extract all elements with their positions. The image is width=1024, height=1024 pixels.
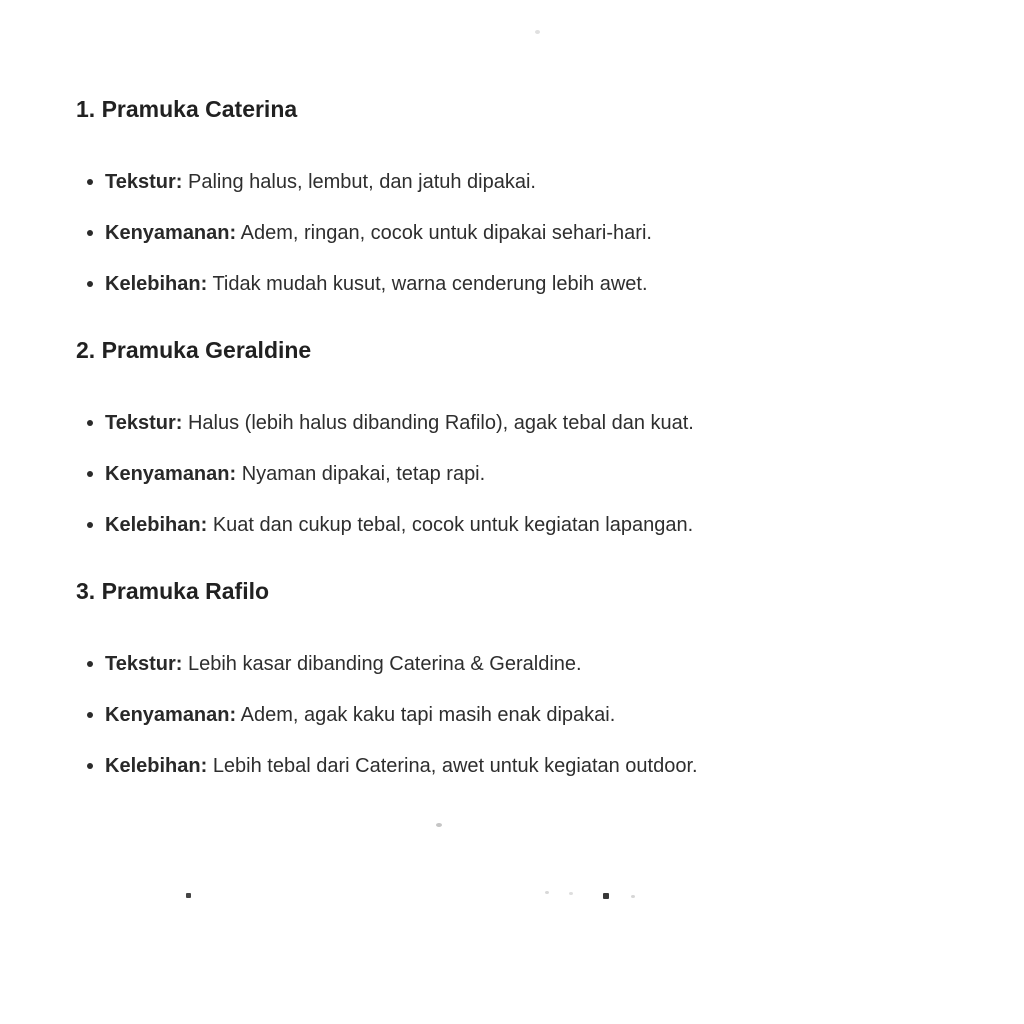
bullet-text: Tidak mudah kusut, warna cenderung lebih awet. [212,273,648,295]
bullet-list [76,650,964,780]
list-item [76,460,964,488]
bullet-text: Lebih kasar dibanding Caterina & Geraldine. [187,653,582,675]
bullet-list [76,409,964,539]
section-pramuka-geraldine [76,336,964,539]
section-title-text: Pramuka Geraldine [101,337,312,363]
bullet-text: Nyaman dipakai, tetap rapi. [241,463,486,485]
bullet-label: Tekstur: [105,171,183,193]
bullet-label: Kelebihan: [105,273,208,295]
bullet-icon [87,420,93,426]
section-title-text: Pramuka Rafilo [101,578,270,604]
scan-artifact-dot [569,892,573,895]
section-number: 1. [76,96,96,122]
bullet-icon [87,712,93,718]
list-item [76,511,964,539]
bullet-text: Paling halus, lembut, dan jatuh dipakai. [187,171,536,193]
bullet-label: Kenyamanan: [105,463,237,485]
scan-artifact-dot [535,30,540,34]
bullet-text: Halus (lebih halus dibanding Rafilo), agak tebal dan kuat. [187,412,694,434]
bullet-icon [87,522,93,528]
section-number: 2. [76,337,96,363]
scan-artifact-dot [436,823,442,827]
bullet-label: Tekstur: [105,653,183,675]
section-title-text: Pramuka Caterina [101,96,298,122]
bullet-label: Kelebihan: [105,514,208,536]
bullet-list [76,168,964,298]
bullet-text: Lebih tebal dari Caterina, awet untuk kegiatan outdoor. [212,755,698,777]
list-item [76,752,964,780]
scan-artifact-dot [631,895,635,898]
list-item [76,650,964,678]
bullet-text: Kuat dan cukup tebal, cocok untuk kegiatan lapangan. [212,514,694,536]
scan-artifact-dot [545,891,549,894]
section-number: 3. [76,578,96,604]
scan-artifact-dot [603,893,609,899]
bullet-icon [87,230,93,236]
bullet-label: Tekstur: [105,412,183,434]
list-item [76,219,964,247]
section-heading [76,336,964,364]
bullet-icon [87,661,93,667]
bullet-icon [87,763,93,769]
section-heading [76,577,964,605]
bullet-label: Kenyamanan: [105,222,237,244]
list-item [76,168,964,196]
bullet-icon [87,179,93,185]
bullet-icon [87,471,93,477]
list-item [76,409,964,437]
list-item [76,701,964,729]
bullet-icon [87,281,93,287]
bullet-text: Adem, ringan, cocok untuk dipakai sehari-hari. [240,222,652,244]
bullet-label: Kelebihan: [105,755,208,777]
bullet-label: Kenyamanan: [105,704,237,726]
section-heading [76,95,964,123]
section-pramuka-rafilo [76,577,964,780]
section-pramuka-caterina [76,95,964,298]
scan-artifact-dot [186,893,191,898]
list-item [76,270,964,298]
bullet-text: Adem, agak kaku tapi masih enak dipakai. [240,704,616,726]
